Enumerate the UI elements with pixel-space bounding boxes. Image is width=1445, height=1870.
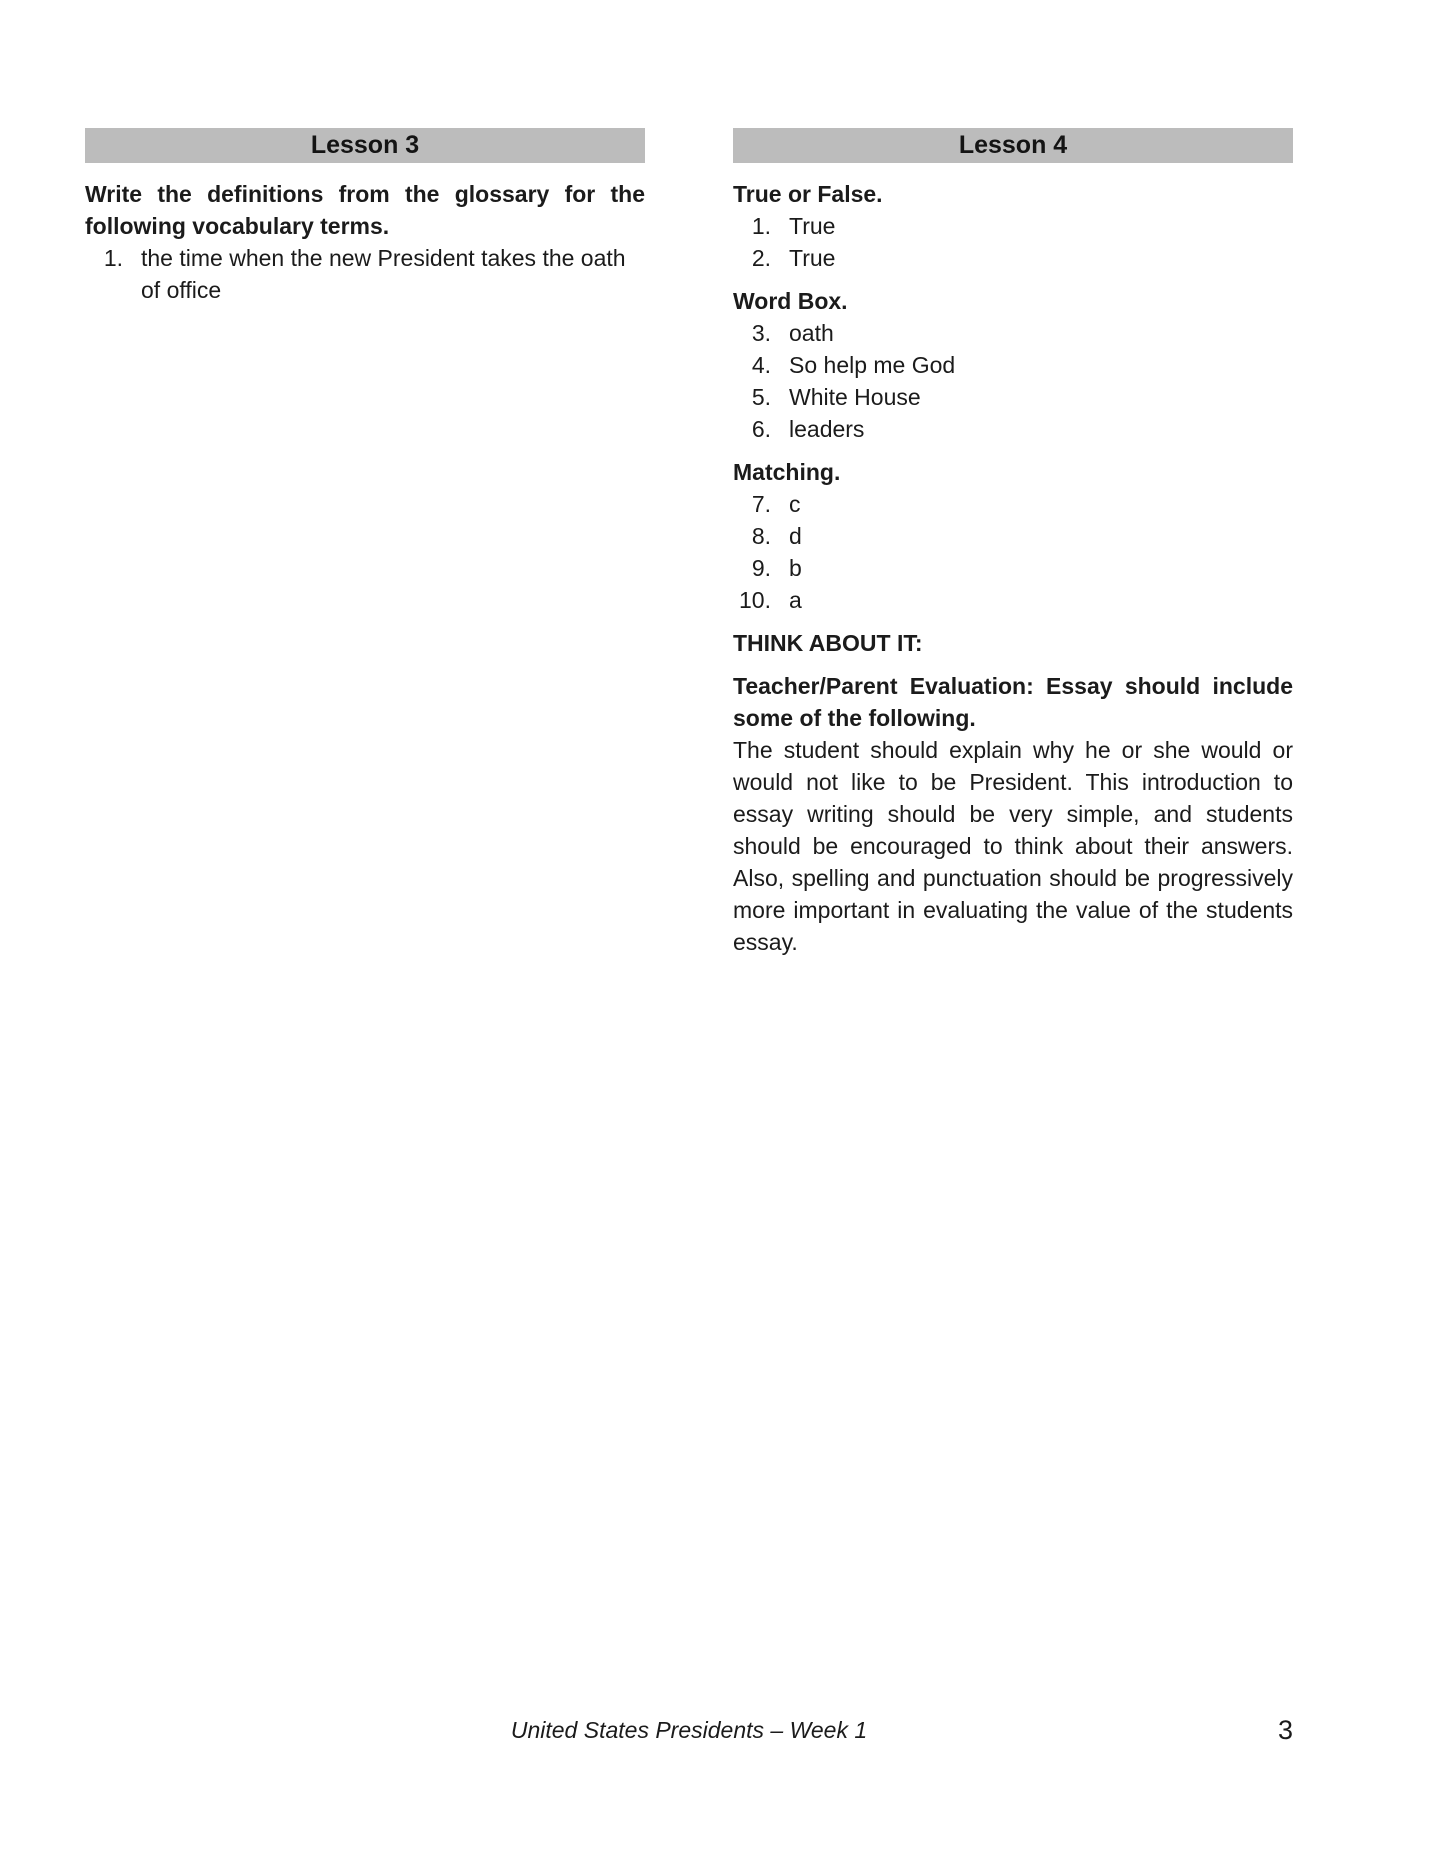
item-number: 8. [751,523,771,549]
item-number: 1. [751,213,771,239]
item-number: 1. [103,245,123,271]
item-number: 2. [751,245,771,271]
two-column-layout [85,128,1293,958]
item-number: 3. [751,320,771,346]
item-number: 10. [739,587,771,613]
item-text: the time when the new President takes the oath of office [141,245,626,303]
list-item [733,413,1293,445]
matching-list [733,488,1293,616]
item-number: 5. [751,384,771,410]
list-item [85,242,645,306]
item-text: d [789,523,802,549]
true-or-false-heading: True or False. [733,181,883,207]
item-text: True [789,245,836,271]
lesson3-column [85,128,645,958]
evaluation-body-text: The student should explain why he or she would or would not like to be President. This introduction to essay writing should be very simple, and students should be encouraged to think about their answers. Also, spelling and punctuation should be progressively more important in evaluating the value of the students essay. [733,737,1293,955]
lesson3-answer-list [85,242,645,306]
teacher-parent-evaluation-heading: Teacher/Parent Evaluation: Essay should include some of the following. [733,673,1293,731]
true-or-false-list [733,210,1293,274]
item-text: c [789,491,801,517]
list-item [733,381,1293,413]
item-text: White House [789,384,921,410]
lesson3-instruction: Write the definitions from the glossary for the following vocabulary terms. [85,181,645,239]
matching-heading: Matching. [733,459,841,485]
item-text: a [789,587,802,613]
list-item [733,242,1293,274]
item-text: b [789,555,802,581]
item-text: True [789,213,836,239]
page-number: 3 [1277,1715,1293,1745]
list-item [733,317,1293,349]
lesson3-header-bar [85,128,645,163]
list-item [733,210,1293,242]
list-item [733,552,1293,584]
lesson4-column [733,128,1293,958]
item-text: So help me God [789,352,956,378]
list-item [733,488,1293,520]
think-about-it-heading: THINK ABOUT IT: [733,630,923,656]
item-text: leaders [789,416,865,442]
word-box-list [733,317,1293,445]
list-item [733,584,1293,616]
list-item [733,349,1293,381]
item-number: 7. [751,491,771,517]
lesson3-header-label: Lesson 3 [310,131,420,159]
item-number: 9. [751,555,771,581]
footer-title: United States Presidents – Week 1 [510,1717,868,1743]
word-box-heading: Word Box. [733,288,848,314]
item-number: 4. [751,352,771,378]
item-number: 6. [751,416,771,442]
list-item [733,520,1293,552]
item-text: oath [789,320,834,346]
lesson4-header-bar [733,128,1293,163]
page-footer [85,1710,1293,1750]
lesson4-header-label: Lesson 4 [958,131,1068,159]
